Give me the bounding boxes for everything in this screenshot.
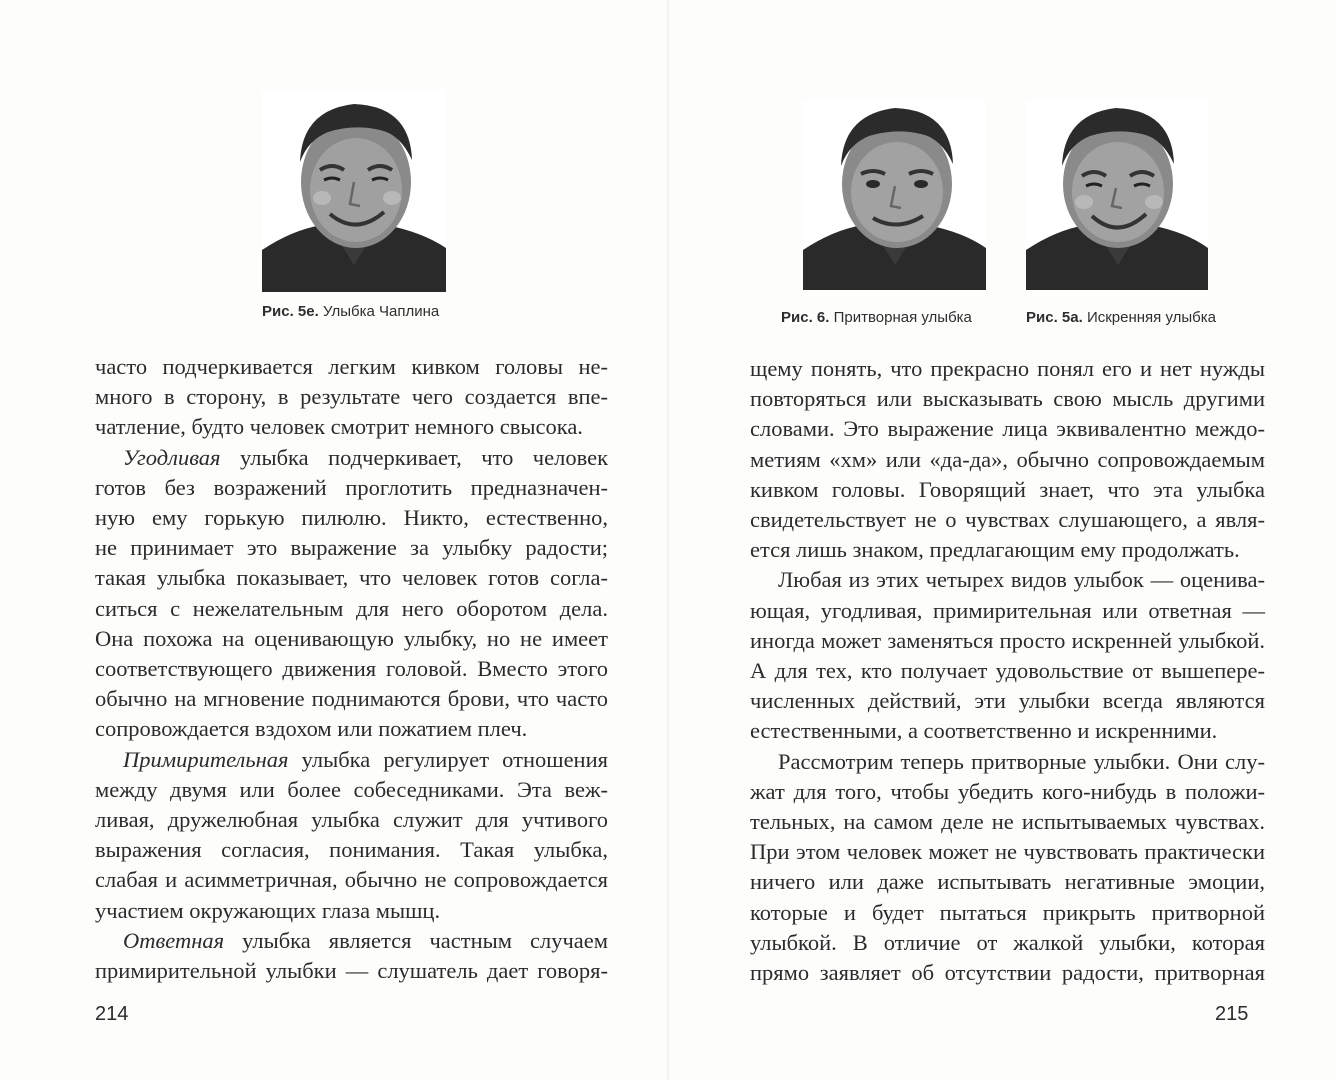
italic-term: Угодливая [123,444,221,470]
text-line: которые и будет пытаться прикрыть притворной [750,899,1265,925]
text-line: чатление, будто человек смотрит немного свысока. [95,414,583,440]
text-line: иногда может заменяться просто искренней улыбкой. [750,627,1265,653]
portrait-image [262,90,446,292]
text-line: ную ему горькую пилюлю. Никто, естественно, [95,505,608,531]
paragraph [95,926,608,986]
text-line: повторяться или высказывать свою мысль другими [750,386,1265,412]
photo-fake-smile [803,100,986,290]
text-line: кивком головы. Говорящий знает, что эта улыбка [750,476,1265,502]
paragraph [750,565,1265,746]
portrait-image [1026,100,1208,290]
figure-label: Рис. 6. [781,309,830,326]
text-line: между двумя или более собеседниками. Эта веж- [95,776,608,802]
figure-label: Рис. 5е. [262,303,319,320]
figure-caption-text: Улыбка Чаплина [322,303,440,320]
text-line: ется лишь знаком, предлагающим ему продолжать. [750,537,1240,563]
figure-caption-text: Искренняя улыбка [1086,309,1216,326]
text-line: такая улыбка показывает, что человек готов согла- [95,565,608,591]
figure-caption-text: Притворная улыбка [833,309,972,326]
text-line: щему понять, что прекрасно понял его и нет нужды [750,356,1265,381]
portrait-image [803,100,986,290]
text-line: А для тех, кто получает удовольствие от вышепере- [750,658,1265,684]
text-line: улыбкой. В отличие от жалкой улыбки, которая [750,929,1265,955]
text-line: слабая и асимметричная, обычно не сопровождается [95,867,608,893]
page-number: 215 [1215,1003,1249,1025]
right-page-body-text [750,354,1265,988]
left-page-body-text [95,352,608,986]
italic-term: Примирительная [123,746,289,772]
paragraph [95,745,608,926]
text-line: жат для того, чтобы убедить кого-нибудь в положи- [750,778,1265,804]
paragraph [95,352,608,443]
text-line [95,443,608,473]
text-fragment: улыбка регулирует отношения [288,746,608,772]
figure-caption [781,309,972,326]
text-line: ющая, угодливая, примирительная или ответная — [750,597,1265,623]
left-page [0,0,667,1080]
text-line: Рассмотрим теперь притворные улыбки. Они слу- [778,748,1265,774]
text-line: прямо заявляет об отсутствии радости, притворная [750,960,1265,986]
text-line: не принимает это выражение за улыбку радости; [95,535,608,561]
text-line [95,926,608,956]
right-page [669,0,1336,1080]
text-fragment: улыбка является частным случаем [224,927,608,953]
text-line: Она похожа на оценивающую улыбку, но не имеет [95,625,608,651]
paragraph [95,443,608,745]
text-line: Любая из этих четырех видов улыбок — оценива- [778,567,1265,593]
text-line: метиям «хм» или «да-да», обычно сопровождаемым [750,446,1265,472]
text-line: выражения согласия, понимания. Такая улыбка, [95,837,608,863]
text-line: примирительной улыбки — слушатель дает говоря- [95,958,608,984]
text-line: словами. Это выражение лица эквивалентно междо- [750,416,1265,442]
page-number: 214 [95,1003,129,1025]
figure-caption [262,303,439,320]
paragraph [750,747,1265,989]
photo-genuine-smile [1026,100,1208,290]
text-line: участием окружающих глаза мышц. [95,897,441,923]
text-line: численных действий, эти улыбки всегда являются [750,688,1265,714]
text-line: сопровождается вздохом или пожатием плеч. [95,716,528,742]
text-line: соответствующего движения головой. Вместо этого [95,656,608,682]
text-line: ливая, дружелюбная улыбка служит для учтивого [95,807,608,833]
text-line: При этом человек может не чувствовать практически [750,839,1265,865]
italic-term: Ответная [123,927,225,953]
text-line: часто подчеркивается легким кивком головы не- [95,354,608,379]
text-line: ситься с нежелательным для него оборотом дела. [95,595,608,621]
text-line: свидетельствует не о чувствах слушающего, а явля- [750,507,1265,533]
photo-chaplin-smile [262,90,446,292]
text-line: ничего или даже испытывать негативные эмоции, [750,869,1265,895]
text-fragment: улыбка подчеркивает, что человек [220,444,608,470]
figure-label: Рис. 5а. [1026,309,1083,326]
figure-caption [1026,309,1216,326]
text-line: тельных, на самом деле не испытываемых чувствах. [750,809,1265,835]
text-line: много в сторону, в результате чего создается впе- [95,384,608,410]
text-line [95,745,608,775]
text-line: готов без возражений проглотить предназначен- [95,474,608,500]
text-line: обычно на мгновение поднимаются брови, что часто [95,686,608,712]
text-line: естественными, а соответственно и искренними. [750,718,1218,744]
paragraph [750,354,1265,565]
